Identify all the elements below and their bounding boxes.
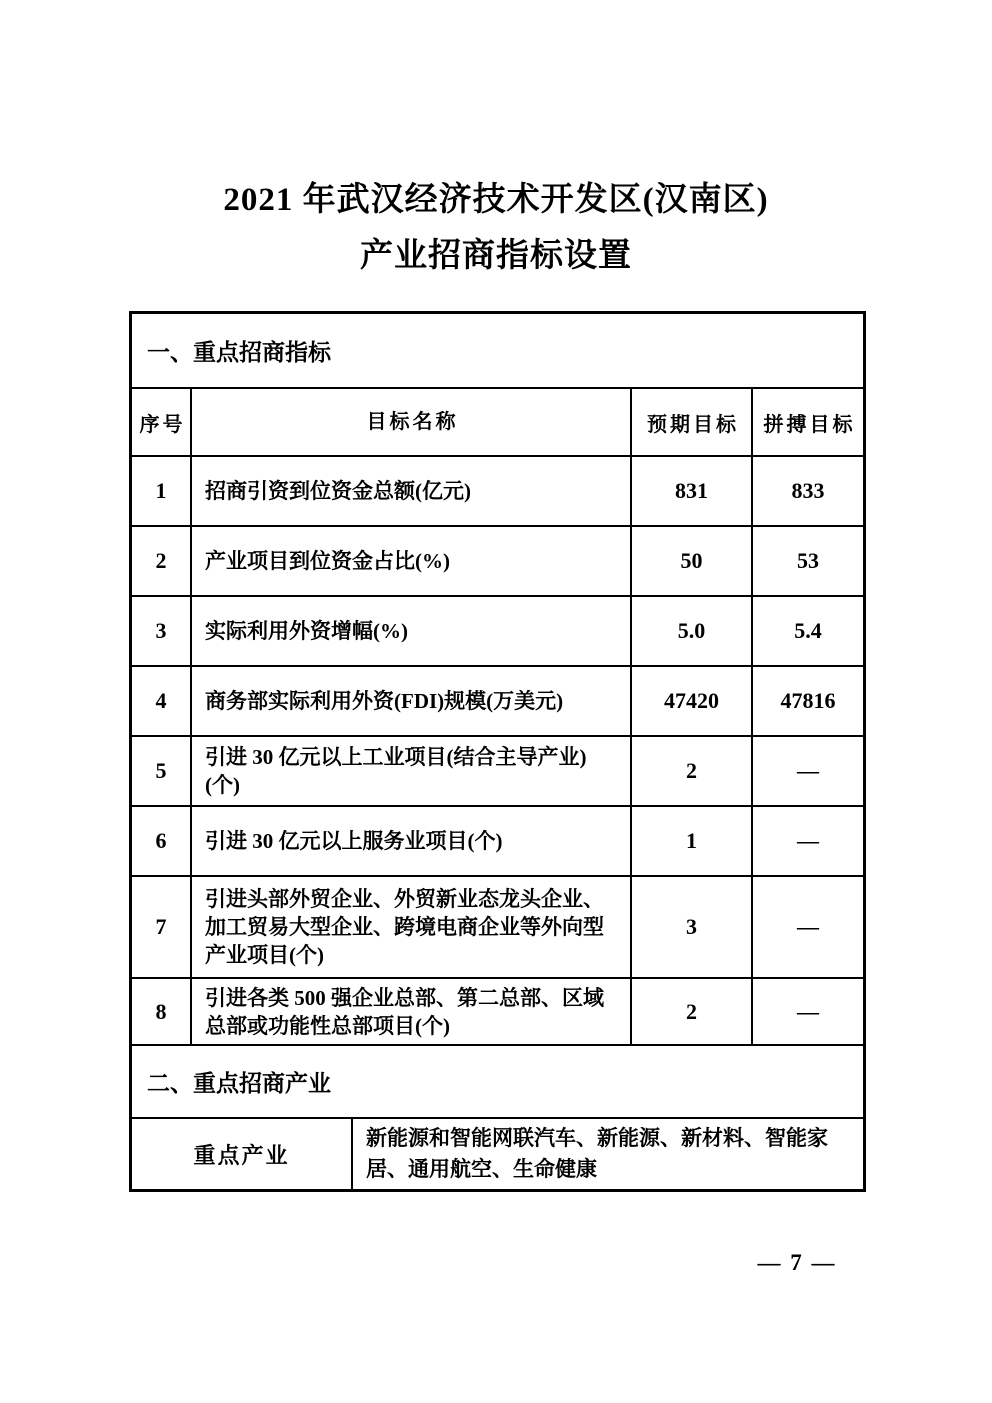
indicator-table [129,311,866,1192]
row-target-name: 商务部实际利用外资(FDI)规模(万美元) [190,667,630,735]
table-row [132,455,863,525]
key-industries-label: 重点产业 [193,1142,290,1168]
row-index: 3 [155,618,167,643]
table-row [132,525,863,595]
row-stretch: 5.4 [751,597,863,665]
row-index: 1 [155,478,167,503]
section-2-title: 二、重点招商产业 [147,1071,331,1096]
row-expected: 2 [630,979,751,1044]
row-index: 4 [155,688,167,713]
table-row [132,595,863,665]
key-industries-value: 新能源和智能网联汽车、新能源、新材料、智能家居、通用航空、生命健康 [351,1119,863,1189]
row-expected: 2 [630,737,751,805]
section-1-title: 一、重点招商指标 [147,340,331,365]
row-stretch: — [751,737,863,805]
table-row [132,875,863,977]
row-target-name: 实际利用外资增幅(%) [190,597,630,665]
row-expected: 5.0 [630,597,751,665]
column-header-expected-goal: 预期目标 [630,389,751,455]
table-row [132,805,863,875]
row-target-name: 产业项目到位资金占比(%) [190,527,630,595]
table-row [132,665,863,735]
row-index: 7 [155,914,167,939]
row-index: 2 [155,548,167,573]
row-expected: 47420 [630,667,751,735]
row-stretch: — [751,979,863,1044]
document-title-line2: 产业招商指标设置 [360,238,632,274]
row-index: 8 [155,998,167,1024]
table-row [132,735,863,805]
row-target-name: 引进头部外贸企业、外贸新业态龙头企业、加工贸易大型企业、跨境电商企业等外向型产业项目(个) [190,877,630,977]
document-title [0,172,992,284]
row-target-name: 引进 30 亿元以上工业项目(结合主导产业)(个) [190,737,630,805]
row-stretch: — [751,807,863,875]
table-row [132,977,863,1044]
column-header-target-name: 目标名称 [190,389,630,455]
row-index: 5 [155,758,167,783]
row-target-name: 招商引资到位资金总额(亿元) [190,457,630,525]
row-expected: 50 [630,527,751,595]
page-number: — 7 — [757,1250,837,1275]
column-header-index: 序号 [139,413,186,436]
row-target-name: 引进 30 亿元以上服务业项目(个) [190,807,630,875]
document-title-line1: 2021 年武汉经济技术开发区(汉南区) [223,182,769,218]
row-stretch: 53 [751,527,863,595]
row-expected: 831 [630,457,751,525]
table-header-row [132,387,863,455]
row-stretch: 47816 [751,667,863,735]
row-expected: 3 [630,877,751,977]
row-expected: 1 [630,807,751,875]
row-target-name: 引进各类 500 强企业总部、第二总部、区域总部或功能性总部项目(个) [190,979,630,1044]
section-2-header-row [132,1044,863,1117]
key-industries-row [132,1117,863,1189]
row-stretch: 833 [751,457,863,525]
row-stretch: — [751,877,863,977]
section-1-header-row [132,314,863,387]
column-header-stretch-goal: 拼搏目标 [751,389,863,455]
row-index: 6 [155,828,167,853]
